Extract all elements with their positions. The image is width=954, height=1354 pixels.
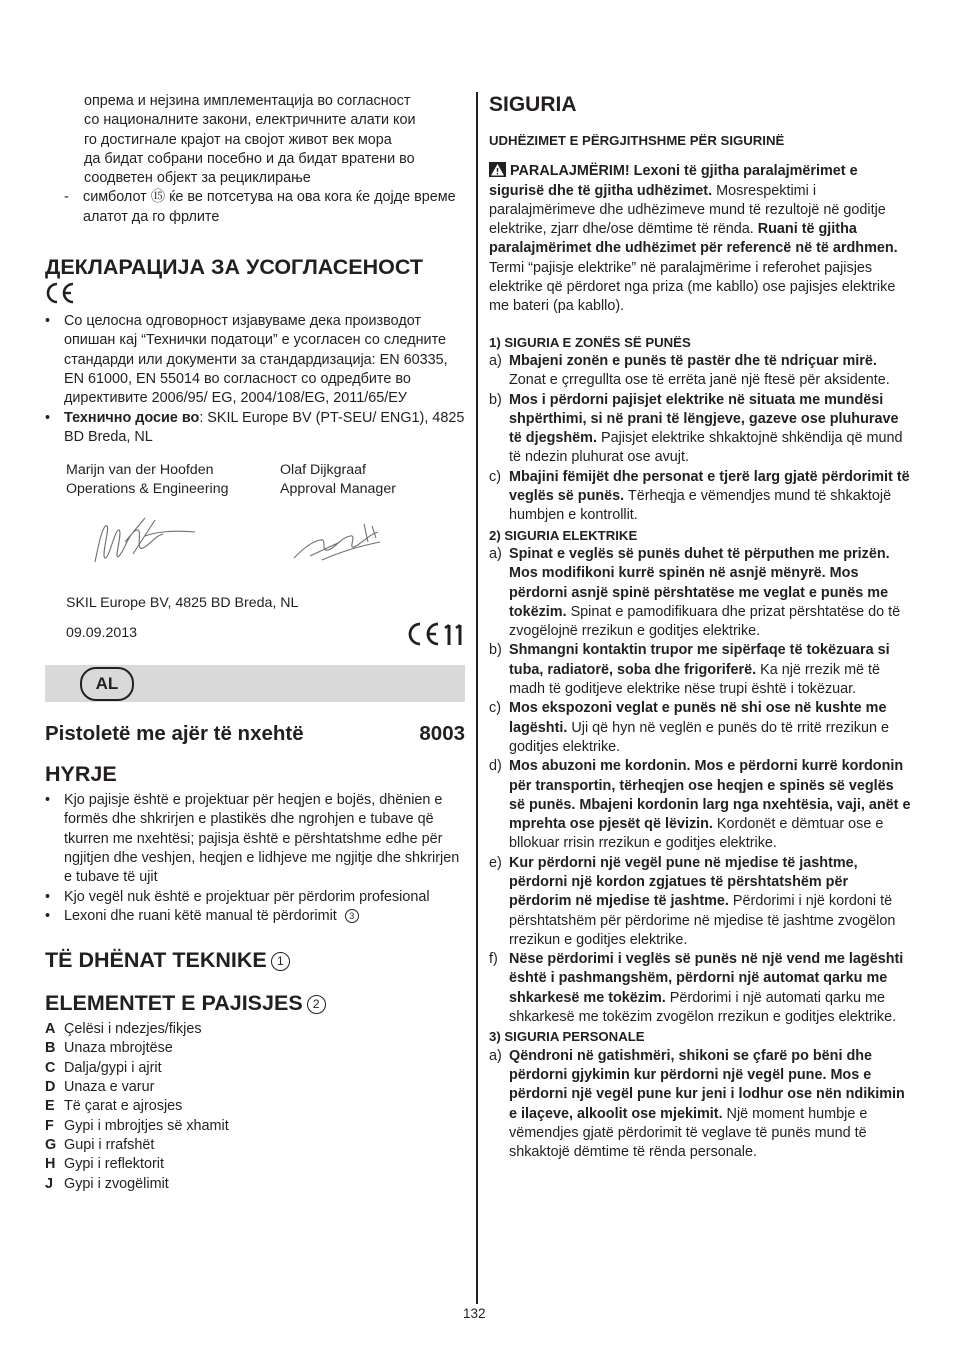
intro-text — [45, 92, 465, 188]
item-marker: d) — [489, 758, 502, 775]
declaration-date: 09.09.2013 — [66, 625, 138, 642]
safety-item — [489, 641, 911, 699]
component-key: G — [45, 1136, 57, 1153]
component-key: A — [45, 1021, 56, 1038]
component-key: C — [45, 1059, 56, 1076]
intro-line: со националните закони, електричните алати кои — [84, 112, 416, 129]
item-text: Pajisjet elektrike shkaktojnë shkëndija që mund të ndezin pluhurat ose avujt. — [509, 430, 903, 466]
hyrje-bullet: • Kjo vegël nuk është e projektuar për përdorim profesional — [45, 888, 430, 905]
item-bold: Kur përdorni një vegël pune në mjedise të jashtme, përdorni një kordon zgjatues të përshtatshëm për përdorim në mjedise të jashtme. — [509, 854, 858, 910]
figure-ref: 2 — [307, 995, 326, 1014]
section-list — [489, 1047, 911, 1163]
dash-item: - симболот ⑮ ќе ве потсетува на ова кога ќе дојде време алатот да го фрлите — [64, 189, 456, 225]
section-title: 1) SIGURIA E ZONËS SË PUNËS — [489, 334, 691, 350]
product-name: Pistoletë me ajër të nxehtë — [45, 722, 304, 746]
item-text: Një moment humbje e vëmendjes gjatë përdorimit të veglave të punës mund të shkaktojë dëmtime të rënda personale. — [509, 1105, 868, 1161]
hyrje-bullet: • Lexoni dhe ruani këtë manual të përdorimit 3 — [45, 907, 465, 926]
item-marker: e) — [489, 854, 502, 871]
safety-item — [489, 699, 911, 757]
component-key: H — [45, 1156, 56, 1173]
section-title: 2) SIGURIA ELEKTRIKE — [489, 527, 638, 543]
general-warning: PARALAJMËRIM! Lexoni të gjitha paralajmërimet e sigurisë dhe të gjitha udhëzimet. Mosrespektimi i paralajmërimeve dhe udhëzimeve mund të rezultojë në goditje elektrike, zjarr dhe/ose dëmtime të rënda. Ruani të gjitha paralajmërimet dhe udhëzimet për referencë në të ardhmen. Termi “pajisje elektrike” në paralajmërime i referohet pajisjes elektrike që përdoret nga priza (me kabllo) ose pajisjes elektrike me bateri (pa kabllo). — [489, 163, 898, 315]
component-item — [45, 1117, 465, 1136]
component-item — [45, 1175, 465, 1194]
declaration-bullet: • Технично досие во: SKIL Europe BV (PT-SEU/ ENG1), 4825 BD Breda, NL — [45, 409, 465, 445]
language-band — [45, 665, 465, 702]
item-bold: Mbajeni zonën e punës të pastër dhe të ndriçuar mirë. — [509, 352, 877, 369]
component-key: E — [45, 1098, 55, 1115]
item-marker: b) — [489, 642, 502, 659]
signatory-role: Operations & Engineering — [66, 481, 229, 498]
safety-item — [489, 757, 911, 853]
component-label: Gypi i reflektorit — [64, 1156, 164, 1173]
left-column — [45, 92, 465, 1194]
signatures — [45, 512, 465, 574]
signature-image — [85, 512, 205, 572]
product-heading — [45, 722, 465, 746]
safety-item — [489, 545, 911, 641]
item-text: Përdorimi i një kordoni të përshtatshëm për përdorime në mjedise të jashtme zvogëlon rrezikun e goditjes elektrike. — [509, 893, 896, 948]
item-text: Ka një rrezik më të madh të goditjeve elektrike nëse trupi është i tokëzuar. — [509, 661, 881, 698]
component-item — [45, 1155, 465, 1174]
safety-item — [489, 950, 911, 1027]
component-label: Gypi i zvogëlimit — [64, 1175, 169, 1192]
component-item — [45, 1039, 465, 1058]
item-bold: Mos ekspozoni veglat e punës në shi ose në kushte me lagështi. — [509, 700, 887, 736]
item-bold: Shmangni kontaktin trupor me sipërfaqe të tokëzuara si tuba, radiatorë, soba dhe frigoriferë. — [509, 642, 890, 678]
item-marker: c) — [489, 700, 501, 717]
item-marker: a) — [489, 352, 502, 369]
signatory-role: Approval Manager — [280, 481, 396, 498]
section-list — [489, 352, 911, 526]
signatories — [45, 461, 465, 500]
intro-line: го достигнале крајот на својот живот век мора — [84, 131, 392, 148]
item-text: Uji që hyn në veglën e punës do të rritë rrezikun e goditjes elektrike. — [509, 719, 889, 755]
safety-item — [489, 1047, 911, 1163]
component-label: Dalja/gypi i ajrit — [64, 1059, 162, 1076]
company-address: SKIL Europe BV, 4825 BD Breda, NL — [66, 594, 299, 611]
ce-mark — [45, 282, 465, 304]
component-item — [45, 1059, 465, 1078]
item-bold: Mbajini fëmijët dhe personat e tjerë larg gjatë përdorimit të veglës së punës. — [509, 468, 910, 505]
component-label: Unaza mbrojtëse — [64, 1040, 173, 1057]
item-marker: a) — [489, 545, 502, 562]
item-marker: a) — [489, 1047, 502, 1064]
item-text: Zonat e çrregullta ose të errëta janë një ftesë për aksidente. — [509, 372, 890, 389]
signatory-name: Marijn van der Hoofden — [66, 462, 214, 479]
item-marker: c) — [489, 468, 501, 485]
item-text: Spinat e pamodifikuara dhe prizat përshtatëse do të zvogëlojnë rrezikun e goditjes elektrike. — [509, 603, 901, 640]
section-title: 3) SIGURIA PERSONALE — [489, 1029, 645, 1045]
component-item — [45, 1136, 465, 1155]
component-label: Gupi i rrafshët — [64, 1136, 155, 1153]
column-divider — [476, 92, 478, 1304]
general-caption: UDHËZIMET E PËRGJITHSHME PËR SIGURINË — [489, 133, 785, 148]
intro-line: опрема и нејзина имплементација во согласност — [84, 93, 411, 109]
safety-item — [489, 391, 911, 468]
item-bold: Mos abuzoni me kordonin. Mos e përdorni kurrë kordonin për transportin, tërheqjen ose heqjen e spinës së veglës së punës. Mbajeni kordonin larg nga nxehtësia, vaji, anët e mprehta ose pjesët që lëvizin. — [509, 758, 911, 833]
component-key: J — [45, 1175, 54, 1192]
component-label: Të çarat e ajrosjes — [64, 1098, 183, 1115]
product-number: 8003 — [419, 722, 465, 746]
item-marker: f) — [489, 951, 498, 968]
right-column — [489, 92, 911, 1162]
language-badge: AL — [80, 667, 134, 701]
ce11-mark — [407, 621, 465, 647]
elements-title: ELEMENTET E PAJISJES 2 — [45, 991, 465, 1016]
item-marker: b) — [489, 391, 502, 408]
component-item — [45, 1097, 465, 1116]
declaration-title: ДЕКЛАРАЦИЈА ЗА УСОГЛАСЕНОСТ — [45, 255, 424, 280]
item-text: Përdorimi i një automati qarku me shkarkesë me tokëzim zvogëlon rrezikun e goditjes elektrike. — [509, 989, 897, 1026]
item-bold: Spinat e veglës së punës duhet të përputhen me prizën. Mos modifikoni kurrë spinën në asnjë mënyrë. Mos përdorni asnjë spinë përshtatëse me veglat e punës me tokëzim. — [509, 545, 890, 620]
component-label: Gypi i mbrojtjes së xhamit — [64, 1117, 229, 1134]
component-item — [45, 1078, 465, 1097]
safety-item — [489, 352, 911, 391]
component-label: Çelësi i ndezjes/fikjes — [64, 1021, 202, 1038]
hyrje-title: HYRJE — [45, 762, 117, 787]
hyrje-bullet: • Kjo pajisje është e projektuar për heqjen e bojës, dhënien e formës dhe shkrirjen e plastikës dhe ngrohjen e tubave që tkurren me nxehtësi; pajisja është e përshtatshme edhe për ngjitjen dhe veshjen, heqjen e lidhjeve me ngjitje dhe shkrirjen e tubave të ujit — [45, 792, 460, 886]
item-bold: Qëndroni në gatishmëri, shikoni se çfarë po bëni dhe përdorni gjykimin kur përdorni një vegël pune. Mos e përdorni një vegël pune kur jeni i lodhur ose nën ndikimin e ilaçeve, alkoolit ose mjekimit. — [509, 1047, 905, 1122]
item-bold: Nëse përdorimi i veglës së punës në një vend me lagështi është i pashmangshëm, përdorni një automat qarku me shkarkesë me tokëzim. — [509, 951, 904, 1006]
item-text: Kordonët e dëmtuar ose e bllokuar rrisin rrezikun e goditjes elektrike. — [509, 816, 884, 852]
item-bold: Mos i përdorni pajisjet elektrike në situata me mundësi shpërthimi, si në prani të lëngjeve, gazeve ose pluhurave të djegshëm. — [509, 391, 899, 447]
component-key: F — [45, 1117, 54, 1134]
signature-image — [280, 512, 400, 572]
component-item — [45, 1020, 465, 1039]
section-list — [489, 545, 911, 1027]
intro-line: да бидат собрани посебно и да бидат вратени во — [84, 150, 415, 167]
safety-item — [489, 468, 911, 526]
declaration-bullet: • Со целосна одговорност изјавуваме дека производот опишан кај “Технички податоци” е усогласен со следните стандарди или документи за стандардизација: EN 60335, EN 61000, EN 55014 во согласност со одредбите во директивите 2006/95/ EG, 2004/108/EG, 2011/65/ЕУ — [45, 313, 448, 407]
warning-icon — [489, 162, 506, 177]
components-list — [45, 1020, 465, 1194]
safety-item — [489, 854, 911, 950]
component-key: B — [45, 1040, 56, 1057]
tech-data-title: TË DHËNAT TEKNIKE 1 — [45, 948, 465, 973]
safety-title: SIGURIA — [489, 93, 577, 116]
signatory-name: Olaf Dijkgraaf — [280, 462, 366, 479]
intro-line: соодветен објект за рециклирање — [84, 170, 311, 187]
item-text: Tërheqja e vëmendjes mund të shkaktojë humbjen e kontrollit. — [509, 488, 892, 524]
page-number: 132 — [463, 1306, 486, 1321]
figure-ref: 3 — [345, 909, 359, 923]
component-label: Unaza e varur — [64, 1079, 155, 1096]
component-key: D — [45, 1079, 56, 1096]
figure-ref: 1 — [271, 952, 290, 971]
